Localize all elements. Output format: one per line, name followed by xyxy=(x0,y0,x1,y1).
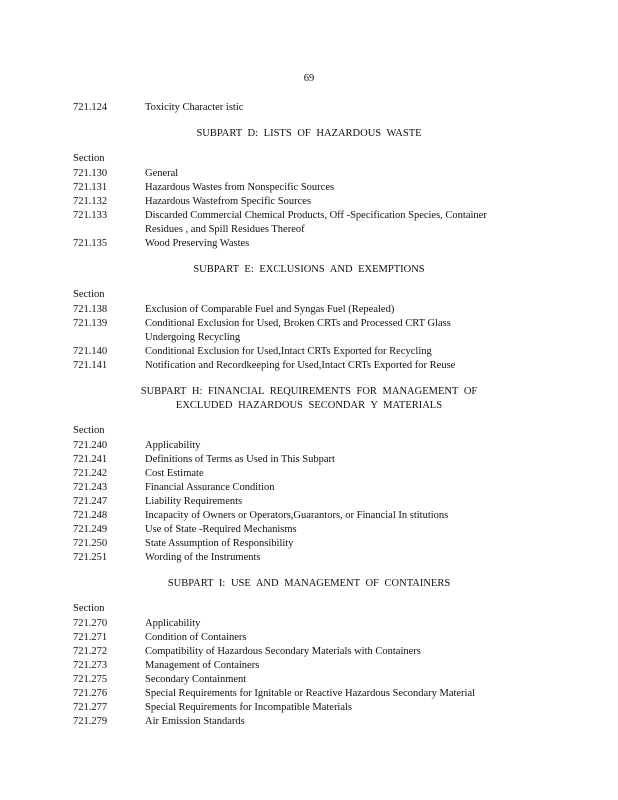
toc-entry xyxy=(0,317,618,331)
section-title: Discarded Commercial Chemical Products, Off -Specification Species, Container xyxy=(145,210,487,221)
section-number: 721.140 xyxy=(73,346,108,357)
section-title: Special Requirements for Incompatible Materials xyxy=(145,702,353,713)
subpart-heading: SUBPART H: FINANCIAL REQUIREMENTS FOR MANAGEMENT OF xyxy=(140,386,478,397)
section-title: Wording of the Instruments xyxy=(145,552,261,563)
section-title: Condition of Containers xyxy=(145,632,247,643)
toc-entry xyxy=(0,509,618,523)
toc-entry xyxy=(0,701,618,715)
section-label: Section xyxy=(73,289,105,300)
section-title: Use of State -Required Mechanisms xyxy=(145,524,297,535)
section-number: 721.270 xyxy=(73,618,108,629)
section-number: 721.130 xyxy=(73,168,108,179)
page-number: 69 xyxy=(303,73,315,84)
section-title: Applicability xyxy=(145,618,201,629)
section-title: Liability Requirements xyxy=(145,496,243,507)
section-number: 721.138 xyxy=(73,304,108,315)
toc-entry xyxy=(0,101,618,115)
section-number: 721.272 xyxy=(73,646,108,657)
section-number: 721.250 xyxy=(73,538,108,549)
section-number: 721.132 xyxy=(73,196,108,207)
section-number: 721.243 xyxy=(73,482,108,493)
section-title: State Assumption of Responsibility xyxy=(145,538,294,549)
section-number: 721.273 xyxy=(73,660,108,671)
toc-entry xyxy=(0,551,618,565)
toc-entry xyxy=(0,673,618,687)
section-number: 721.124 xyxy=(73,102,108,113)
toc-entry xyxy=(0,345,618,359)
section-number: 721.240 xyxy=(73,440,108,451)
toc-entry xyxy=(0,453,618,467)
section-title: Conditional Exclusion for Used, Broken CRTs and Processed CRT Glass xyxy=(145,318,451,329)
section-title: Notification and Recordkeeping for Used,Intact CRTs Exported for Reuse xyxy=(145,360,456,371)
subpart-heading: SUBPART I: USE AND MANAGEMENT OF CONTAINERS xyxy=(167,578,451,589)
section-label: Section xyxy=(73,425,105,436)
section-number: 721.141 xyxy=(73,360,108,371)
section-label: Section xyxy=(73,153,105,164)
section-label: Section xyxy=(73,603,105,614)
section-title: Exclusion of Comparable Fuel and Syngas Fuel (Repealed) xyxy=(145,304,395,315)
section-title: General xyxy=(145,168,179,179)
toc-entry-continuation xyxy=(0,223,618,237)
toc-entry xyxy=(0,495,618,509)
toc-entry xyxy=(0,715,618,729)
section-number: 721.277 xyxy=(73,702,108,713)
toc-entry xyxy=(0,687,618,701)
section-number: 721.271 xyxy=(73,632,108,643)
section-title: Applicability xyxy=(145,440,201,451)
section-number: 721.131 xyxy=(73,182,108,193)
section-title: Air Emission Standards xyxy=(145,716,245,727)
section-title: Financial Assurance Condition xyxy=(145,482,275,493)
toc-entry xyxy=(0,537,618,551)
toc-entry xyxy=(0,523,618,537)
section-number: 721.135 xyxy=(73,238,108,249)
section-number: 721.251 xyxy=(73,552,108,563)
section-number: 721.279 xyxy=(73,716,108,727)
subpart-heading: SUBPART E: EXCLUSIONS AND EXEMPTIONS xyxy=(193,264,425,275)
toc-entry xyxy=(0,467,618,481)
section-title: Incapacity of Owners or Operators,Guarantors, or Financial In stitutions xyxy=(145,510,449,521)
toc-entry xyxy=(0,645,618,659)
toc-entry xyxy=(0,303,618,317)
section-number: 721.241 xyxy=(73,454,108,465)
section-title: Secondary Containment xyxy=(145,674,247,685)
toc-entry xyxy=(0,439,618,453)
toc-entry xyxy=(0,195,618,209)
section-title: Management of Containers xyxy=(145,660,260,671)
section-title-continuation: Residues , and Spill Residues Thereof xyxy=(145,224,305,235)
section-number: 721.276 xyxy=(73,688,108,699)
section-title: Definitions of Terms as Used in This Subpart xyxy=(145,454,335,465)
toc-entry xyxy=(0,167,618,181)
toc-entry xyxy=(0,359,618,373)
section-title: Toxicity Character istic xyxy=(145,102,244,113)
section-title: Wood Preserving Wastes xyxy=(145,238,250,249)
toc-entry xyxy=(0,617,618,631)
toc-entry xyxy=(0,237,618,251)
section-title: Conditional Exclusion for Used,Intact CRTs Exported for Recycling xyxy=(145,346,432,357)
section-number: 721.242 xyxy=(73,468,108,479)
toc-entry-continuation xyxy=(0,331,618,345)
section-title-continuation: Undergoing Recycling xyxy=(145,332,241,343)
toc-entry xyxy=(0,631,618,645)
subpart-heading: SUBPART D: LISTS OF HAZARDOUS WASTE xyxy=(196,128,422,139)
section-number: 721.248 xyxy=(73,510,108,521)
subpart-heading: EXCLUDED HAZARDOUS SECONDAR Y MATERIALS xyxy=(175,400,443,411)
section-number: 721.139 xyxy=(73,318,108,329)
section-number: 721.249 xyxy=(73,524,108,535)
toc-entry xyxy=(0,209,618,223)
section-title: Compatibility of Hazardous Secondary Materials with Containers xyxy=(145,646,421,657)
section-title: Cost Estimate xyxy=(145,468,204,479)
toc-entry xyxy=(0,659,618,673)
section-title: Special Requirements for Ignitable or Reactive Hazardous Secondary Material xyxy=(145,688,476,699)
section-number: 721.133 xyxy=(73,210,108,221)
section-number: 721.275 xyxy=(73,674,108,685)
section-title: Hazardous Wastes from Nonspecific Sources xyxy=(145,182,335,193)
toc-entry xyxy=(0,481,618,495)
section-number: 721.247 xyxy=(73,496,108,507)
section-title: Hazardous Wastefrom Specific Sources xyxy=(145,196,312,207)
toc-entry xyxy=(0,181,618,195)
